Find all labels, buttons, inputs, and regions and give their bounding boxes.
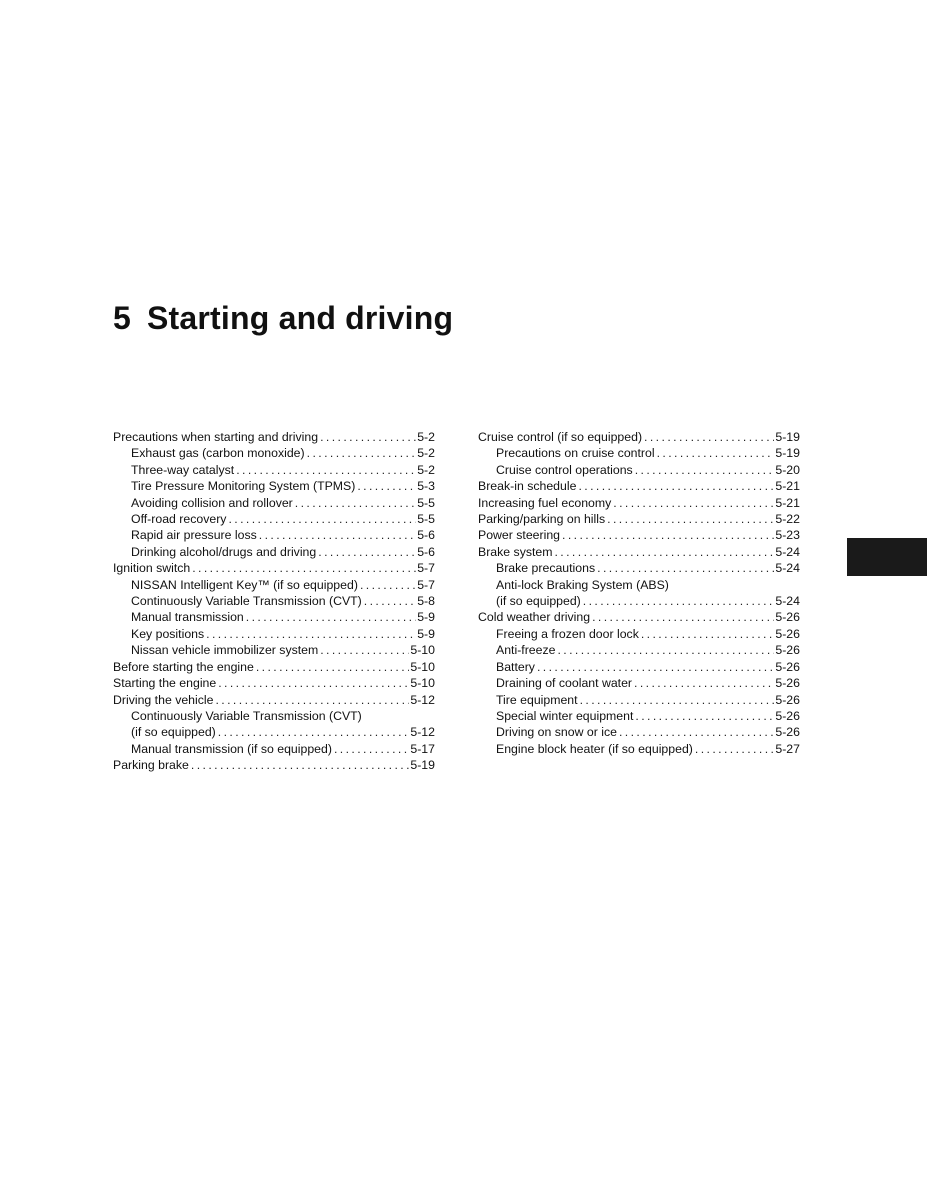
toc-page-number: 5-7: [417, 561, 435, 576]
toc-page-number: 5-8: [417, 594, 435, 609]
toc-entry[interactable]: [113, 462, 435, 478]
toc-entry[interactable]: [113, 527, 435, 543]
toc-entry-title: Engine block heater (if so equipped): [496, 741, 693, 756]
toc-page-number: 5-17: [410, 741, 435, 756]
toc-leader-dots: [246, 609, 416, 625]
toc-entry-line: [131, 527, 435, 543]
toc-entry-line: [131, 511, 435, 527]
toc-entry-line: [478, 544, 800, 560]
toc-entry-title: Ignition switch: [113, 561, 191, 576]
toc-entry-title: Draining of coolant water: [496, 676, 633, 691]
toc-page-number: 5-26: [775, 626, 800, 641]
toc-entry[interactable]: [113, 659, 435, 675]
toc-entry-line: [131, 577, 435, 593]
toc-entry-title: Power steering: [478, 528, 561, 543]
toc-page-number: 5-12: [410, 725, 435, 740]
toc-entry-line: [496, 560, 800, 576]
toc-leader-dots: [597, 560, 774, 576]
toc-entry[interactable]: [478, 741, 800, 757]
toc-leader-dots: [554, 544, 774, 560]
toc-page-number: 5-3: [417, 479, 435, 494]
toc-leader-dots: [360, 577, 416, 593]
toc-leader-dots: [537, 659, 774, 675]
toc-entry-line: [496, 741, 800, 757]
toc-entry-title: Rapid air pressure loss: [131, 528, 257, 543]
toc-leader-dots: [619, 724, 774, 740]
toc-entry[interactable]: [113, 495, 435, 511]
toc-leader-dots: [218, 675, 409, 691]
toc-entry-line: [496, 708, 800, 724]
toc-entry[interactable]: [113, 708, 435, 741]
toc-entry[interactable]: [113, 741, 435, 757]
toc-entry-title: Cruise control operations: [496, 462, 633, 477]
toc-leader-dots: [583, 593, 775, 609]
toc-entry-title: Cold weather driving: [478, 610, 591, 625]
chapter-title: [113, 296, 453, 340]
toc-entry[interactable]: [113, 544, 435, 560]
toc-page-number: 5-19: [775, 446, 800, 461]
toc-entry[interactable]: [478, 708, 800, 724]
toc-entry-line: [131, 495, 435, 511]
toc-entry-title: Anti-freeze: [496, 643, 556, 658]
toc-leader-dots: [206, 626, 416, 642]
toc-entry-title: Anti-lock Braking System (ABS): [496, 577, 669, 592]
toc-entry[interactable]: [113, 642, 435, 658]
toc-entry-title: (if so equipped): [131, 725, 216, 740]
toc-leader-dots: [357, 478, 416, 494]
toc-page-number: 5-5: [417, 512, 435, 527]
toc-entry[interactable]: [478, 626, 800, 642]
toc-page-number: 5-10: [410, 676, 435, 691]
toc-page-number: 5-5: [417, 495, 435, 510]
toc-leader-dots: [634, 675, 774, 691]
toc-leader-dots: [334, 741, 409, 757]
toc-entry-line: [113, 757, 435, 773]
toc-entry-line: [131, 708, 435, 724]
toc-entry-line: [131, 544, 435, 560]
toc-entry[interactable]: [478, 544, 800, 560]
toc-entry[interactable]: [113, 560, 435, 576]
toc-entry[interactable]: [478, 495, 800, 511]
toc-entry-title: Brake system: [478, 544, 553, 559]
toc-page-number: 5-24: [775, 594, 800, 609]
toc-page-number: 5-26: [775, 708, 800, 723]
toc-page-number: 5-26: [775, 610, 800, 625]
toc-leader-dots: [657, 445, 775, 461]
toc-leader-dots: [192, 560, 416, 576]
toc-entry-title: Tire equipment: [496, 692, 578, 707]
toc-entry-line: [113, 692, 435, 708]
toc-entry[interactable]: [478, 527, 800, 543]
toc-left-column: [113, 429, 435, 774]
toc-leader-dots: [364, 593, 416, 609]
toc-entry-line: [113, 560, 435, 576]
toc-entry[interactable]: [113, 626, 435, 642]
toc-page-number: 5-22: [775, 512, 800, 527]
toc-leader-dots: [641, 626, 775, 642]
toc-entry-line: [478, 495, 800, 511]
toc-entry-line: [131, 462, 435, 478]
toc-entry-title: Starting the engine: [113, 676, 217, 691]
chapter-name: Starting and driving: [147, 300, 454, 336]
toc-page-number: 5-2: [417, 430, 435, 444]
toc-entry-line: [113, 429, 435, 445]
toc-entry[interactable]: [113, 577, 435, 593]
toc-entry-title: Brake precautions: [496, 561, 596, 576]
toc-leader-dots: [635, 462, 775, 478]
toc-entry-line: [131, 593, 435, 609]
toc-page-number: 5-26: [775, 659, 800, 674]
toc-entry[interactable]: [113, 593, 435, 609]
toc-entry-line: [478, 527, 800, 543]
toc-leader-dots: [635, 708, 774, 724]
toc-entry-title: Manual transmission: [131, 610, 244, 625]
toc-page-number: 5-2: [417, 462, 435, 477]
toc-page-number: 5-6: [417, 528, 435, 543]
toc-entry-title: Driving the vehicle: [113, 692, 214, 707]
toc-entry-line: [131, 642, 435, 658]
chapter-number: 5: [113, 300, 131, 336]
toc-entry[interactable]: [113, 429, 435, 445]
toc-leader-dots: [259, 527, 416, 543]
toc-entry-line: [496, 724, 800, 740]
toc-entry[interactable]: [113, 692, 435, 708]
toc-leader-dots: [218, 724, 410, 740]
toc-entry-line: [496, 675, 800, 691]
toc-leader-dots: [578, 478, 774, 494]
toc-entry[interactable]: [113, 675, 435, 691]
toc-leader-dots: [557, 642, 774, 658]
toc-leader-dots: [592, 609, 774, 625]
toc-page-number: 5-19: [775, 430, 800, 444]
toc-entry-line: [496, 577, 800, 593]
toc-entry-title: Three-way catalyst: [131, 462, 235, 477]
toc-entry[interactable]: [478, 577, 800, 610]
toc-leader-dots: [228, 511, 416, 527]
toc-page-number: 5-23: [775, 528, 800, 543]
toc-entry[interactable]: [478, 642, 800, 658]
toc-leader-dots: [256, 659, 410, 675]
toc-leader-dots: [320, 429, 416, 445]
toc-page-number: 5-10: [410, 643, 435, 658]
toc-entry-title: Special winter equipment: [496, 708, 634, 723]
toc-entry-line: [496, 692, 800, 708]
toc-entry-title: Precautions on cruise control: [496, 446, 655, 461]
toc-leader-dots: [695, 741, 774, 757]
toc-entry-line: [478, 609, 800, 625]
toc-entry-line: [131, 741, 435, 757]
toc-page-number: 5-9: [417, 626, 435, 641]
toc-page-number: 5-26: [775, 692, 800, 707]
toc-entry-title: Manual transmission (if so equipped): [131, 741, 332, 756]
toc-page-number: 5-24: [775, 544, 800, 559]
toc-leader-dots: [318, 544, 416, 560]
toc-entry-title: Continuously Variable Transmission (CVT): [131, 708, 362, 723]
toc-entry[interactable]: [478, 511, 800, 527]
toc-entry-line: [496, 462, 800, 478]
toc-page-number: 5-12: [410, 692, 435, 707]
toc-page-number: 5-21: [775, 479, 800, 494]
toc-entry-line: [113, 659, 435, 675]
toc-page-number: 5-10: [410, 659, 435, 674]
toc-page-number: 5-26: [775, 643, 800, 658]
toc-entry-title: Tire Pressure Monitoring System (TPMS): [131, 479, 356, 494]
toc-leader-dots: [215, 692, 409, 708]
toc-entry[interactable]: [478, 429, 800, 445]
toc-entry-title: Exhaust gas (carbon monoxide): [131, 446, 305, 461]
toc-entry-line: [478, 429, 800, 445]
toc-entry[interactable]: [478, 724, 800, 740]
toc-entry-line: [478, 511, 800, 527]
toc-page-number: 5-21: [775, 495, 800, 510]
toc-entry-title: Driving on snow or ice: [496, 725, 617, 740]
toc-leader-dots: [644, 429, 774, 445]
toc-leader-dots: [295, 495, 416, 511]
toc-entry-line: [131, 609, 435, 625]
toc-entry-line: [131, 626, 435, 642]
toc-entry[interactable]: [113, 757, 435, 773]
toc-entry-title: Continuously Variable Transmission (CVT): [131, 594, 362, 609]
toc-page-number: 5-20: [775, 462, 800, 477]
toc-entry-title: Drinking alcohol/drugs and driving: [131, 544, 317, 559]
toc-leader-dots: [613, 495, 774, 511]
toc-entry-title: (if so equipped): [496, 594, 581, 609]
toc-entry[interactable]: [478, 659, 800, 675]
toc-entry[interactable]: [478, 675, 800, 691]
toc-entry-line: [496, 445, 800, 461]
toc-page-number: 5-9: [417, 610, 435, 625]
toc-page-number: 5-7: [417, 577, 435, 592]
toc-leader-dots: [607, 511, 774, 527]
toc-entry-line: [131, 445, 435, 461]
chapter-thumb-tab: [847, 538, 927, 576]
toc-page-number: 5-2: [417, 446, 435, 461]
toc-entry-title: Key positions: [131, 626, 205, 641]
toc-entry-title: Increasing fuel economy: [478, 495, 612, 510]
toc-entry[interactable]: [478, 609, 800, 625]
toc-entry-title: Battery: [496, 659, 535, 674]
toc-entry-title: Parking/parking on hills: [478, 512, 606, 527]
toc-leader-dots: [562, 527, 774, 543]
toc-leader-dots: [191, 757, 410, 773]
toc-entry-title: Precautions when starting and driving: [113, 430, 319, 444]
toc-entry-line: [496, 642, 800, 658]
toc-page-number: 5-26: [775, 676, 800, 691]
toc-entry[interactable]: [478, 560, 800, 576]
toc-entry-line: [496, 659, 800, 675]
toc-entry-line: [131, 724, 435, 740]
toc-page-number: 5-19: [410, 758, 435, 773]
toc-entry[interactable]: [113, 445, 435, 461]
toc-entry-title: Parking brake: [113, 758, 189, 773]
toc-entry-line: [478, 478, 800, 494]
toc-entry-title: Off-road recovery: [131, 512, 227, 527]
toc-page-number: 5-27: [775, 741, 800, 756]
toc-entry-line: [496, 626, 800, 642]
toc-entry-line: [131, 478, 435, 494]
toc-entry-title: NISSAN Intelligent Key™ (if so equipped): [131, 577, 358, 592]
toc-leader-dots: [320, 642, 409, 658]
toc-entry[interactable]: [478, 478, 800, 494]
toc-entry[interactable]: [478, 692, 800, 708]
toc-page-number: 5-6: [417, 544, 435, 559]
toc-entry-line: [113, 675, 435, 691]
toc-leader-dots: [580, 692, 775, 708]
toc-leader-dots: [307, 445, 417, 461]
toc-entry[interactable]: [113, 478, 435, 494]
toc-entry[interactable]: [478, 462, 800, 478]
toc-entry[interactable]: [113, 609, 435, 625]
toc-entry-title: Break-in schedule: [478, 479, 577, 494]
toc-page-number: 5-26: [775, 725, 800, 740]
toc-entry-line: [496, 593, 800, 609]
toc-entry-title: Freeing a frozen door lock: [496, 626, 639, 641]
toc-leader-dots: [236, 462, 416, 478]
toc-entry-title: Before starting the engine: [113, 659, 254, 674]
toc-page-number: 5-24: [775, 561, 800, 576]
toc-entry-title: Cruise control (if so equipped): [478, 430, 643, 444]
toc-entry[interactable]: [113, 511, 435, 527]
toc-entry[interactable]: [478, 445, 800, 461]
toc-right-column: [478, 429, 800, 757]
toc-entry-title: Nissan vehicle immobilizer system: [131, 643, 319, 658]
toc-entry-title: Avoiding collision and rollover: [131, 495, 293, 510]
